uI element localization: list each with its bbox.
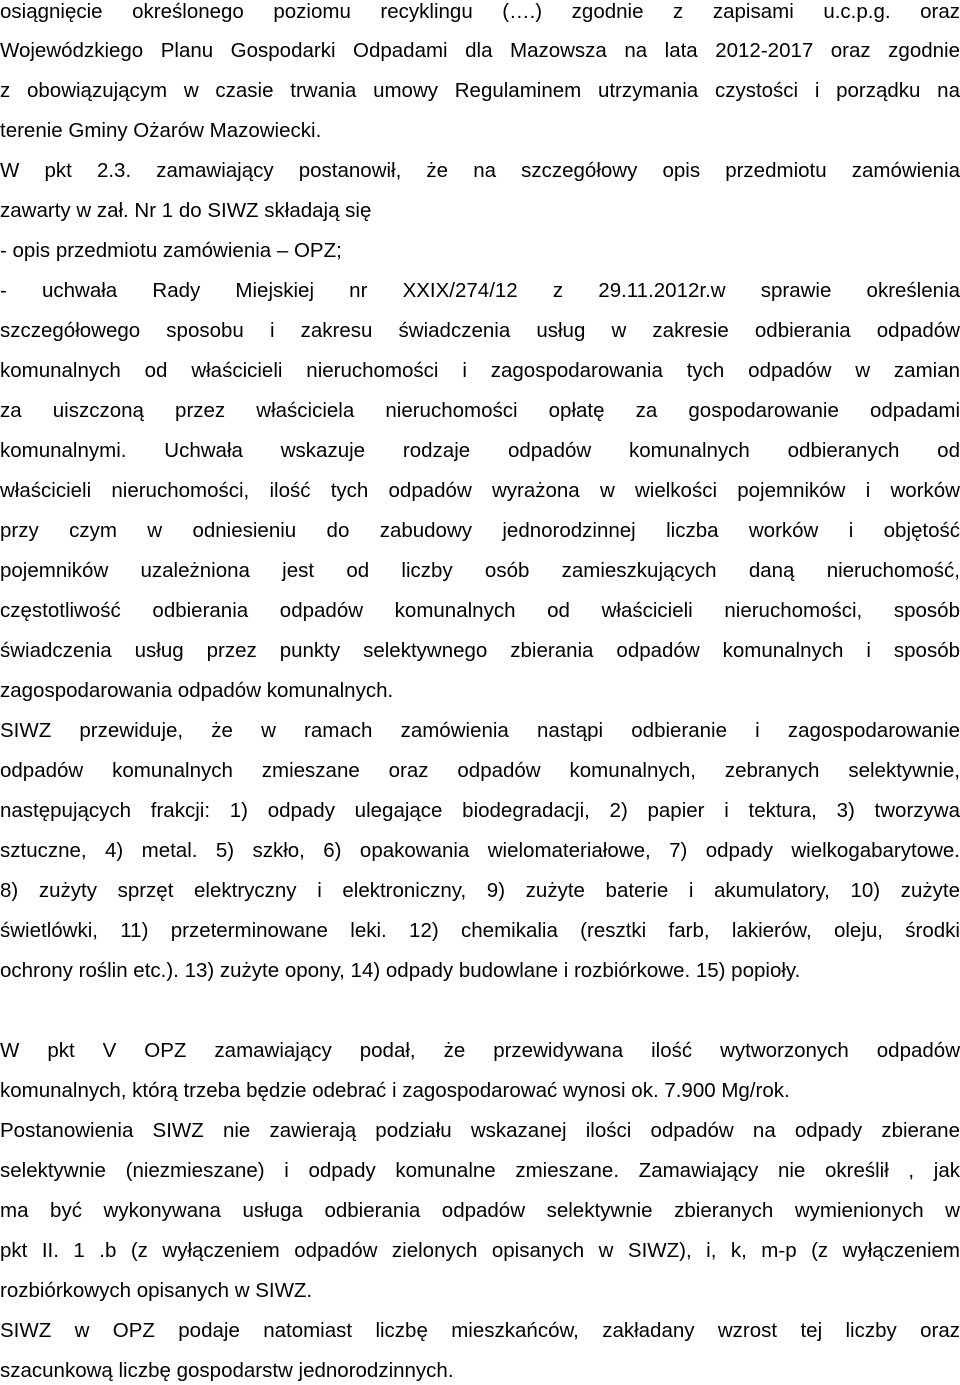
text-line: SIWZ w OPZ podaje natomiast liczbę mieszkańców, zakładany wzrost tej liczby oraz	[0, 1319, 960, 1342]
text-line: 8) zużyty sprzęt elektryczny i elektroniczny, 9) zużyte baterie i akumulatory, 10) zużyte	[0, 879, 960, 902]
text-line: szczegółowego sposobu i zakresu świadczenia usług w zakresie odbierania odpadów	[0, 319, 960, 342]
text-line: komunalnych od właścicieli nieruchomości i zagospodarowania tych odpadów w zamian	[0, 359, 960, 382]
text-line: SIWZ przewiduje, że w ramach zamówienia nastąpi odbieranie i zagospodarowanie	[0, 719, 960, 742]
text-line: odpadów komunalnych zmieszane oraz odpadów komunalnych, zebranych selektywnie,	[0, 759, 960, 782]
text-line: sztuczne, 4) metal. 5) szkło, 6) opakowania wielomateriałowe, 7) odpady wielkogabarytowe.	[0, 839, 960, 862]
text-line: pkt II. 1 .b (z wyłączeniem odpadów zielonych opisanych w SIWZ), i, k, m-p (z wyłączeniem	[0, 1239, 960, 1262]
text-line: - opis przedmiotu zamówienia – OPZ;	[0, 239, 342, 262]
text-line: przy czym w odniesieniu do zabudowy jednorodzinnej liczba worków i objętość	[0, 519, 960, 542]
text-line: rozbiórkowych opisanych w SIWZ.	[0, 1279, 313, 1302]
text-line: z obowiązującym w czasie trwania umowy Regulaminem utrzymania czystości i porządku na	[0, 79, 960, 102]
text-line: za uiszczoną przez właściciela nieruchomości opłatę za gospodarowanie odpadami	[0, 399, 960, 422]
text-line: zagospodarowania odpadów komunalnych.	[0, 679, 394, 702]
text-line: osiągnięcie określonego poziomu recyklingu (….) zgodnie z zapisami u.c.p.g. oraz	[0, 0, 960, 23]
text-line: pojemników uzależniona jest od liczby osób zamieszkujących daną nieruchomość,	[0, 559, 960, 582]
text-line: świetlówki, 11) przeterminowane leki. 12) chemikalia (resztki farb, lakierów, oleju, środki	[0, 919, 960, 942]
text-line: - uchwała Rady Miejskiej nr XXIX/274/12 z 29.11.2012r.w sprawie określenia	[0, 279, 960, 302]
text-line: W pkt V OPZ zamawiający podał, że przewidywana ilość wytworzonych odpadów	[0, 1039, 960, 1062]
text-line: ma być wykonywana usługa odbierania odpadów selektywnie zbieranych wymienionych w	[0, 1199, 960, 1222]
text-line: Wojewódzkiego Planu Gospodarki Odpadami dla Mazowsza na lata 2012-2017 oraz zgodnie	[0, 39, 960, 62]
text-line: częstotliwość odbierania odpadów komunalnych od właścicieli nieruchomości, sposób	[0, 599, 960, 622]
text-line: terenie Gminy Ożarów Mazowiecki.	[0, 119, 322, 142]
text-line: właścicieli nieruchomości, ilość tych odpadów wyrażona w wielkości pojemników i worków	[0, 479, 960, 502]
text-line: W pkt 2.3. zamawiający postanowił, że na szczegółowy opis przedmiotu zamówienia	[0, 159, 960, 182]
text-line: następujących frakcji: 1) odpady ulegające biodegradacji, 2) papier i tektura, 3) tworzywa	[0, 799, 960, 822]
text-line: komunalnymi. Uchwała wskazuje rodzaje odpadów komunalnych odbieranych od	[0, 439, 960, 462]
text-line: Postanowienia SIWZ nie zawierają podziału wskazanej ilości odpadów na odpady zbierane	[0, 1119, 960, 1142]
text-line: ochrony roślin etc.). 13) zużyte opony, 14) odpady budowlane i rozbiórkowe. 15) popioły.	[0, 959, 801, 982]
text-line: szacunkową liczbę gospodarstw jednorodzinnych.	[0, 1359, 454, 1382]
text-line: zawarty w zał. Nr 1 do SIWZ składają się	[0, 199, 372, 222]
text-line: selektywnie (niezmieszane) i odpady komunalne zmieszane. Zamawiający nie określił , jak	[0, 1159, 960, 1182]
text-line: komunalnych, którą trzeba będzie odebrać i zagospodarować wynosi ok. 7.900 Mg/rok.	[0, 1079, 790, 1102]
text-line: świadczenia usług przez punkty selektywnego zbierania odpadów komunalnych i sposób	[0, 639, 960, 662]
